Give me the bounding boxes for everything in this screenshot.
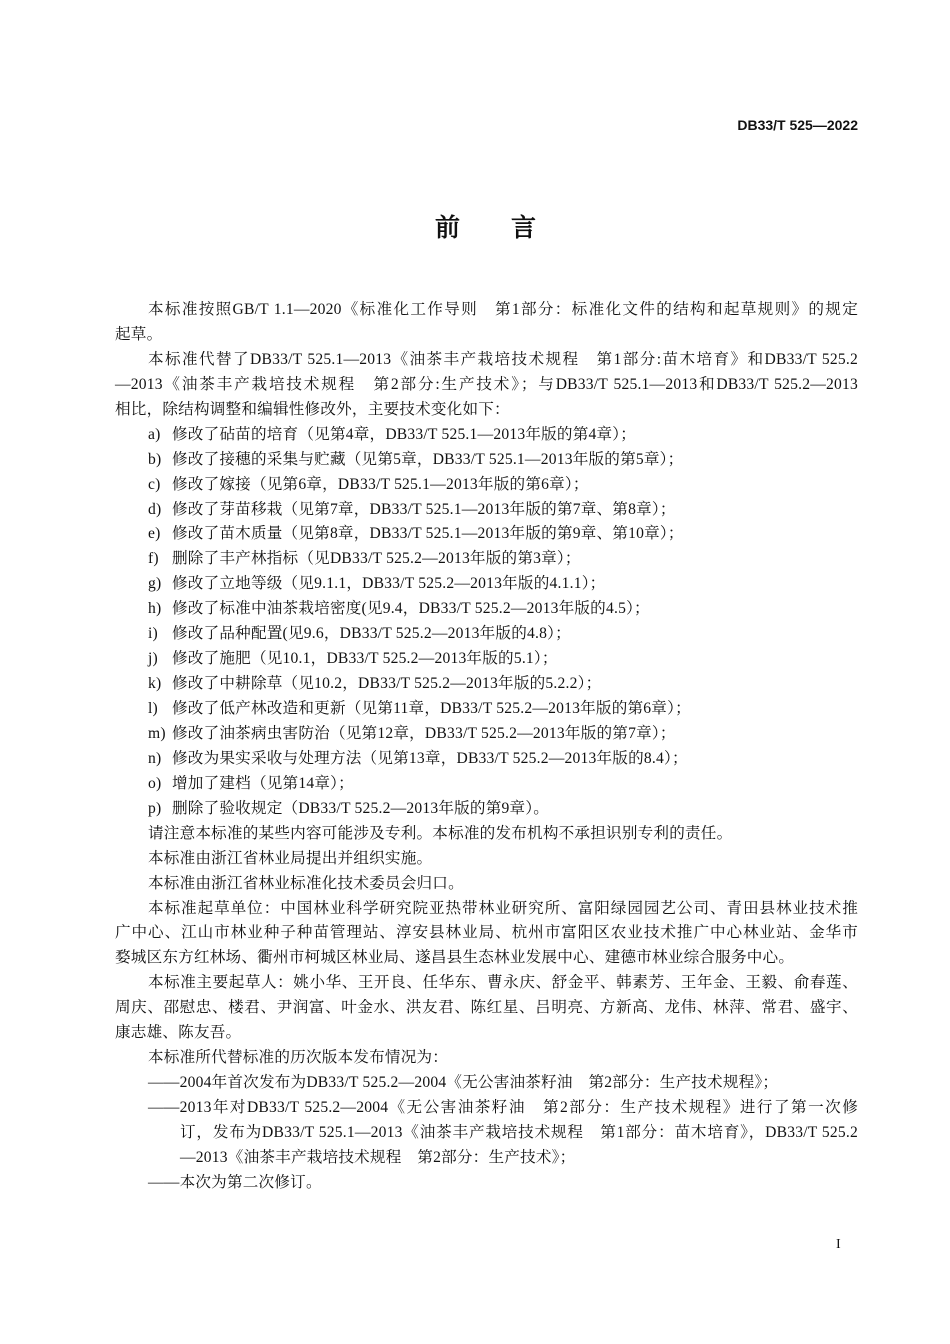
list-item-marker: j) bbox=[148, 650, 158, 668]
list-item-text: 删除了验收规定（DB33/T 525.2—2013年版的第9章）。 bbox=[172, 799, 550, 817]
list-item-marker: a) bbox=[148, 425, 161, 443]
list-item-marker: g) bbox=[148, 575, 162, 593]
list-item-text: 修改了油茶病虫害防治（见第12章，DB33/T 525.2—2013年版的第7章）； bbox=[172, 724, 676, 742]
change-list-item bbox=[115, 772, 858, 797]
change-list-item bbox=[115, 697, 858, 722]
page-number: I bbox=[836, 1237, 841, 1252]
list-item-marker: d) bbox=[148, 500, 162, 518]
foreword-paragraph bbox=[115, 298, 858, 348]
history-item bbox=[115, 1096, 858, 1171]
foreword-paragraph bbox=[115, 847, 858, 872]
paragraph-line: 康志雄、陈友吾。 bbox=[115, 1024, 242, 1042]
list-item-text: 修改了施肥（见10.1，DB33/T 525.2—2013年版的5.1）； bbox=[172, 650, 558, 668]
paragraph-line: 本标准代替了DB33/T 525.1—2013《油茶丰产栽培技术规程 第1部分:苗木培育》和DB33/T 525.2 bbox=[148, 350, 858, 368]
list-item-text: 修改了立地等级（见9.1.1，DB33/T 525.2—2013年版的4.1.1）； bbox=[172, 575, 606, 593]
foreword-paragraph bbox=[115, 1046, 858, 1071]
list-item-text: 修改了低产林改造和更新（见第11章，DB33/T 525.2—2013年版的第6章）； bbox=[172, 700, 691, 717]
list-item-text: 删除了丰产林指标（见DB33/T 525.2—2013年版的第3章）； bbox=[172, 550, 581, 568]
foreword-body bbox=[115, 298, 858, 1196]
list-item-marker: f) bbox=[148, 550, 159, 568]
change-list-item bbox=[115, 647, 858, 672]
paragraph-line: ——2004年首次发布为DB33/T 525.2—2004《无公害油茶籽油 第2部分：生产技术规程》； bbox=[148, 1074, 779, 1092]
list-item-text: 修改了中耕除草（见10.2，DB33/T 525.2—2013年版的5.2.2）； bbox=[172, 675, 602, 693]
list-item-marker: m) bbox=[148, 724, 166, 742]
list-item-text: 修改了接穗的采集与贮藏（见第5章，DB33/T 525.1—2013年版的第5章）； bbox=[172, 450, 684, 468]
change-list-item bbox=[115, 572, 858, 597]
list-item-marker: k) bbox=[148, 675, 162, 693]
standard-code-header: DB33/T 525—2022 bbox=[737, 117, 858, 133]
foreword-paragraph bbox=[115, 348, 858, 423]
change-list-item bbox=[115, 622, 858, 647]
list-item-text: 修改了标准中油茶栽培密度(见9.4，DB33/T 525.2—2013年版的4.5）； bbox=[172, 600, 650, 618]
paragraph-line: 本标准由浙江省林业局提出并组织实施。 bbox=[148, 849, 433, 867]
paragraph-line: 订，发布为DB33/T 525.1—2013《油茶丰产栽培技术规程 第1部分：苗木培育》，DB33/T 525.2 bbox=[180, 1123, 858, 1141]
change-list-item bbox=[115, 747, 858, 772]
list-item-text: 修改了芽苗移栽（见第7章，DB33/T 525.1—2013年版的第7章、第8章）； bbox=[172, 500, 676, 518]
list-item-text: 增加了建档（见第14章）； bbox=[172, 774, 354, 792]
list-item-marker: l) bbox=[148, 700, 158, 717]
list-item-marker: n) bbox=[148, 749, 162, 767]
change-list-item bbox=[115, 423, 858, 448]
paragraph-line: 本标准按照GB/T 1.1—2020《标准化工作导则 第1部分：标准化文件的结构和起草规则》的规定 bbox=[148, 301, 858, 318]
change-list-item bbox=[115, 797, 858, 822]
change-list-item bbox=[115, 522, 858, 547]
change-list-item bbox=[115, 672, 858, 697]
paragraph-line: 广中心、江山市林业种子种苗管理站、淳安县林业局、杭州市富阳区农业技术推广中心林业站、金华市 bbox=[115, 924, 858, 942]
paragraph-line: ——本次为第二次修订。 bbox=[148, 1173, 322, 1191]
list-item-marker: b) bbox=[148, 450, 162, 468]
list-item-text: 修改了嫁接（见第6章，DB33/T 525.1—2013年版的第6章）； bbox=[172, 475, 589, 493]
foreword-paragraph bbox=[115, 897, 858, 972]
paragraph-line: —2013《油茶丰产栽培技术规程 第2部分：生产技术》； bbox=[180, 1148, 576, 1166]
paragraph-line: 本标准主要起草人：姚小华、王开良、任华东、曹永庆、舒金平、韩素芳、王年金、王毅、俞春莲、 bbox=[148, 974, 858, 992]
paragraph-line: ——2013年对DB33/T 525.2—2004《无公害油茶籽油 第2部分：生产技术规程》进行了第一次修 bbox=[148, 1099, 858, 1116]
list-item-marker: h) bbox=[148, 600, 162, 618]
list-item-marker: i) bbox=[148, 625, 158, 643]
change-list-item bbox=[115, 597, 858, 622]
change-list-item bbox=[115, 473, 858, 498]
list-item-marker: o) bbox=[148, 774, 162, 792]
foreword-paragraph bbox=[115, 822, 858, 847]
list-item-text: 修改为果实采收与处理方法（见第13章，DB33/T 525.2—2013年版的8.4）； bbox=[172, 749, 688, 767]
paragraph-line: 本标准由浙江省林业标准化技术委员会归口。 bbox=[148, 874, 464, 892]
paragraph-line: 本标准所代替标准的历次版本发布情况为： bbox=[148, 1049, 449, 1067]
change-list-item bbox=[115, 448, 858, 473]
page-title: 前 言 bbox=[435, 213, 550, 242]
list-item-text: 修改了苗木质量（见第8章，DB33/T 525.1—2013年版的第9章、第10章）； bbox=[172, 525, 684, 543]
paragraph-line: 周庆、邵慰忠、楼君、尹润富、叶金水、洪友君、陈红星、吕明亮、方新高、龙伟、林萍、常君、盛宇、 bbox=[115, 999, 858, 1017]
change-list-item bbox=[115, 547, 858, 572]
paragraph-line: 相比，除结构调整和编辑性修改外，主要技术变化如下： bbox=[115, 400, 510, 418]
list-item-text: 修改了砧苗的培育（见第4章，DB33/T 525.1—2013年版的第4章）； bbox=[172, 425, 637, 443]
paragraph-line: 婺城区东方红林场、衢州市柯城区林业局、遂昌县生态林业发展中心、建德市林业综合服务中心。 bbox=[115, 949, 795, 967]
change-list-item bbox=[115, 722, 858, 747]
history-item bbox=[115, 1071, 858, 1096]
list-item-marker: p) bbox=[148, 799, 162, 817]
foreword-paragraph bbox=[115, 971, 858, 1046]
history-item bbox=[115, 1171, 858, 1196]
foreword-paragraph bbox=[115, 872, 858, 897]
paragraph-line: 请注意本标准的某些内容可能涉及专利。本标准的发布机构不承担识别专利的责任。 bbox=[148, 824, 733, 842]
list-item-marker: c) bbox=[148, 475, 161, 493]
list-item-marker: e) bbox=[148, 525, 161, 543]
paragraph-line: —2013《油茶丰产栽培技术规程 第2部分:生产技术》；与DB33/T 525.1—2013和DB33/T 525.2—2013 bbox=[115, 375, 858, 393]
change-list-item bbox=[115, 498, 858, 523]
paragraph-line: 本标准起草单位：中国林业科学研究院亚热带林业研究所、富阳绿园园艺公司、青田县林业技术推 bbox=[148, 899, 858, 917]
list-item-text: 修改了品种配置(见9.6，DB33/T 525.2—2013年版的4.8）； bbox=[172, 625, 571, 643]
paragraph-line: 起草。 bbox=[115, 325, 163, 343]
